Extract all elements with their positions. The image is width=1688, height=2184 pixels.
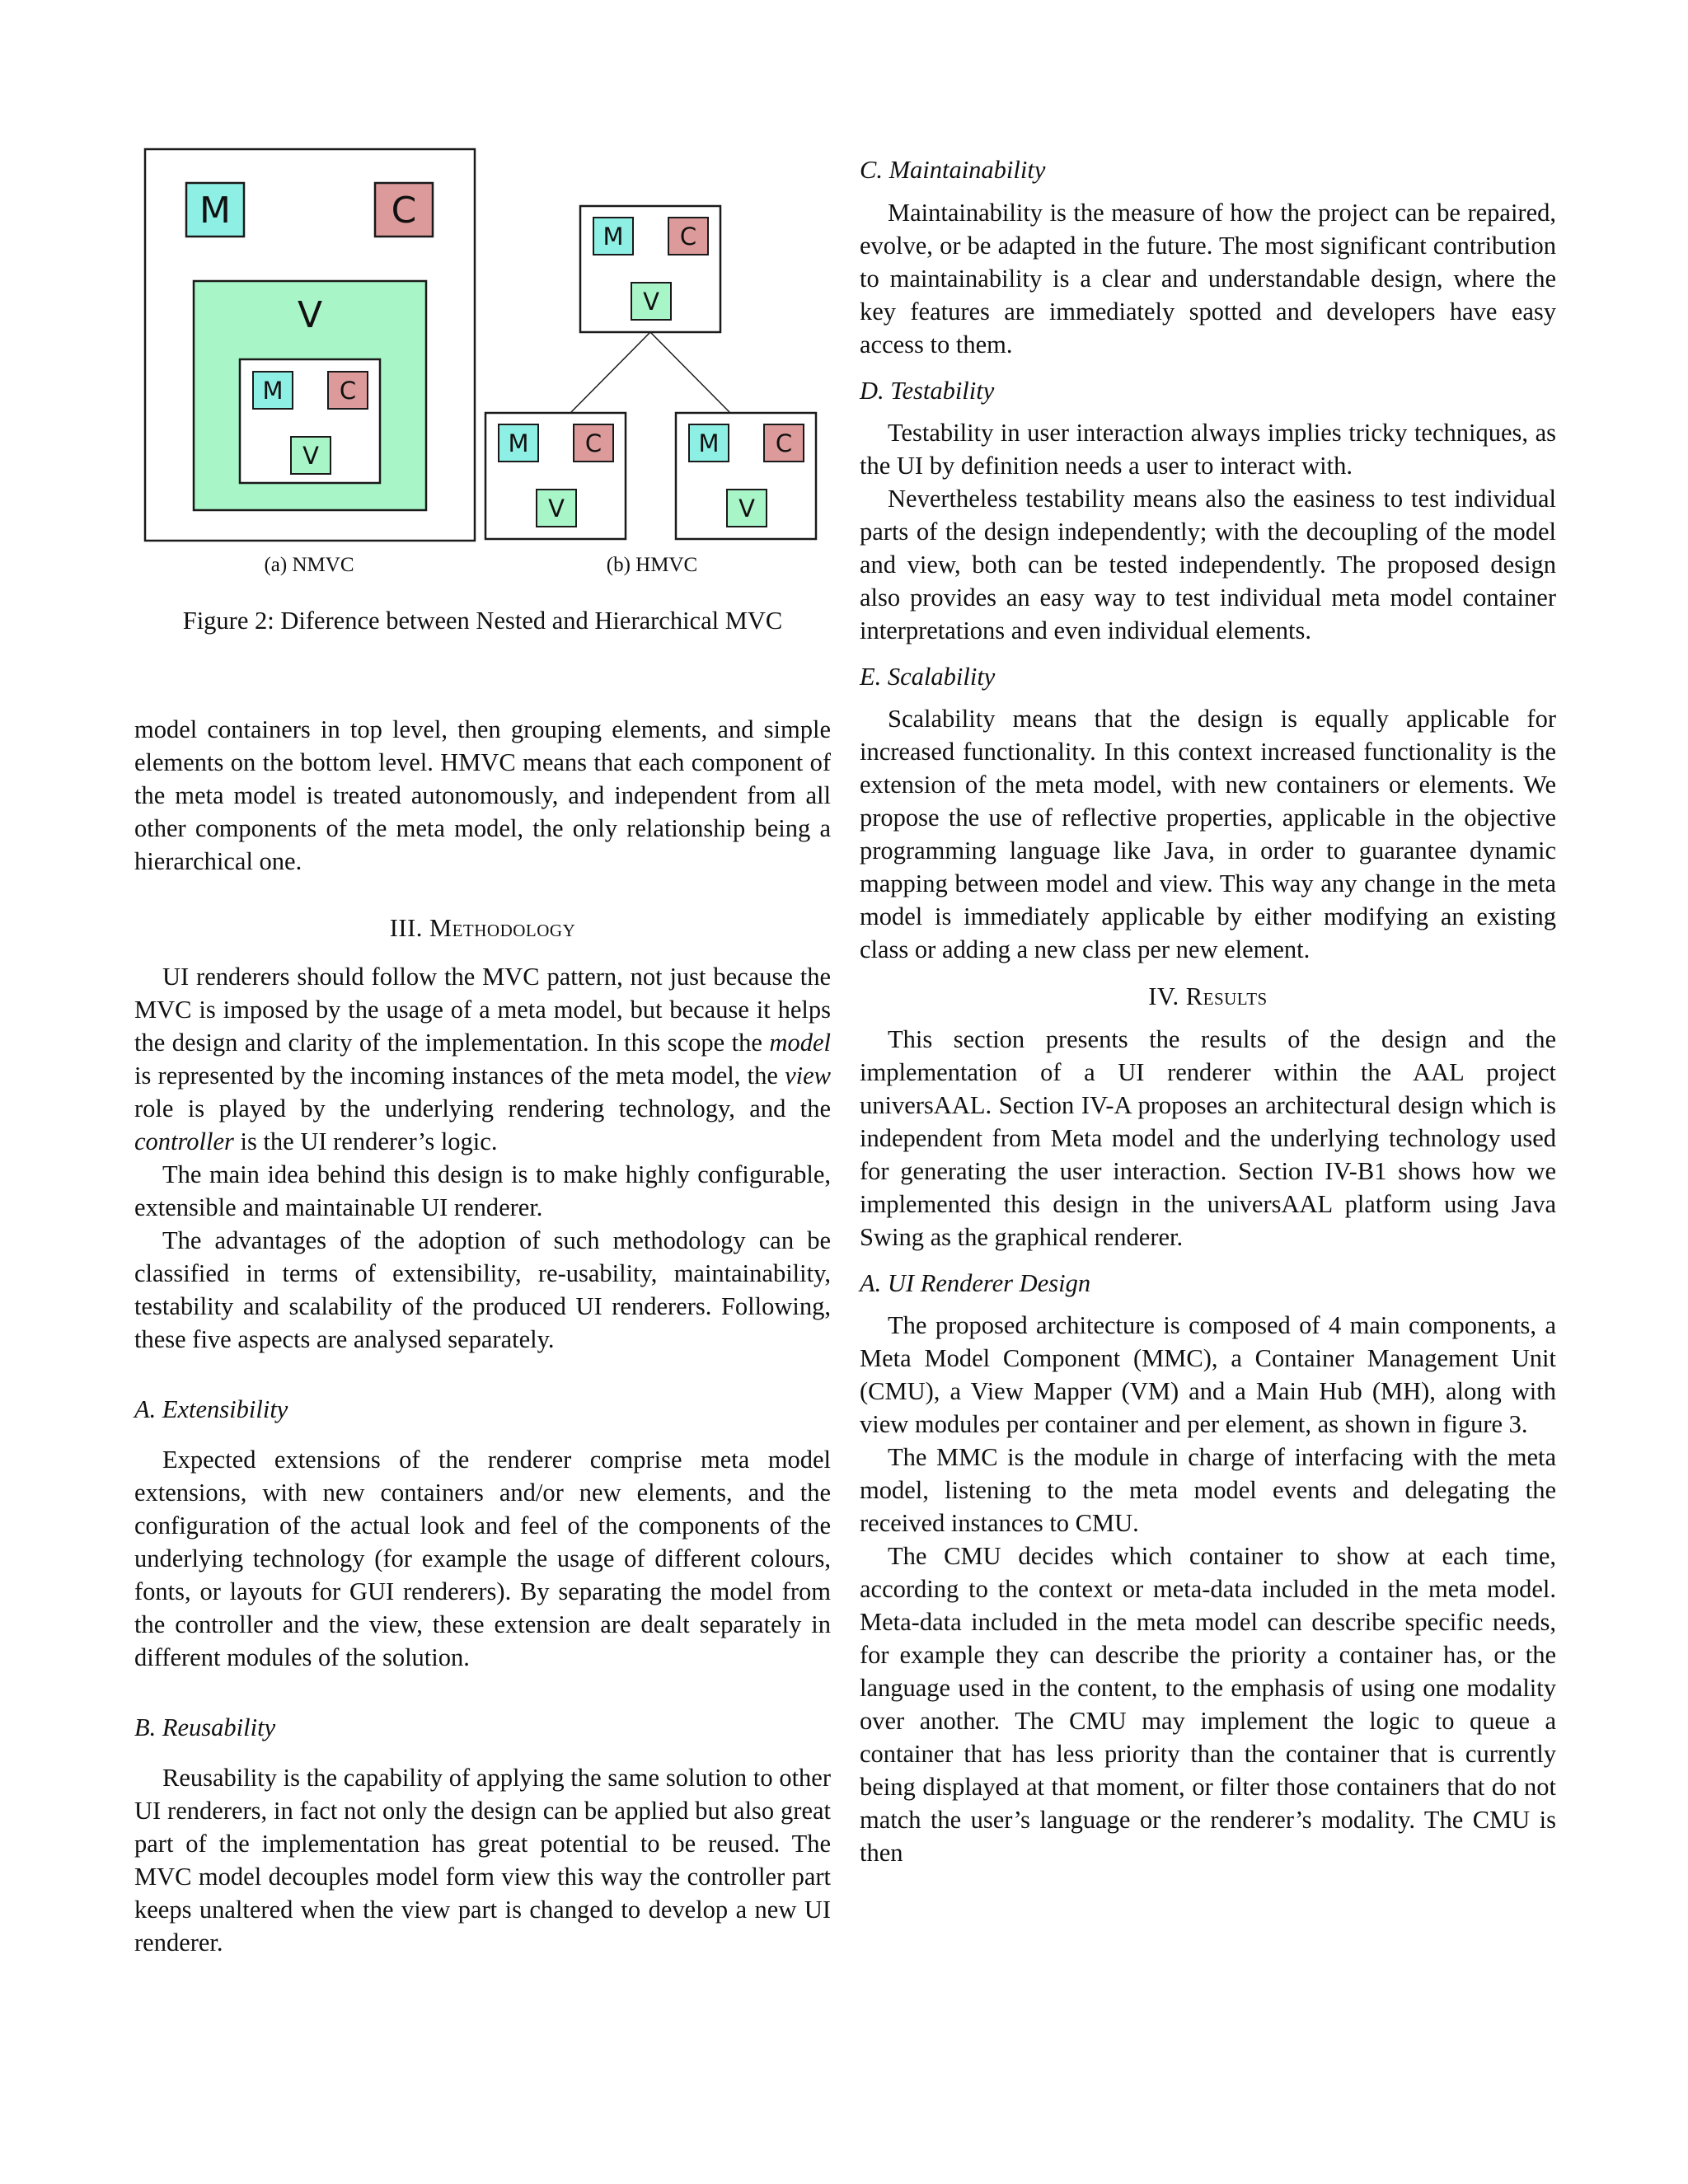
hmvc-left-controller-letter: C	[584, 429, 603, 457]
testability-paragraph-2: Nevertheless testability means also the easiness to test individual parts of the design independently; with the decoupling of the model and view, both can be tested independently. The proposed design also provides an easy way to test individual meta model container interpretations and even individual elements.	[860, 485, 1556, 644]
section-title: Methodology	[429, 914, 576, 942]
hmvc-right-view-letter: V	[738, 494, 755, 523]
right-column	[860, 153, 1556, 1869]
hmvc-link-left	[571, 332, 650, 412]
methodology-paragraph-3: The advantages of the adoption of such methodology can be classified in terms of extensibility, re-usability, maintainability, testability and scalability of the produced UI renderers. Following, these five aspects are analysed separately.	[134, 1226, 831, 1353]
subsection-heading-ui-renderer-design: A. UI Renderer Design	[860, 1269, 1091, 1297]
design-paragraph-2: The MMC is the module in charge of interfacing with the meta model, listening to the meta model events and delegating the received instances to CMU.	[860, 1443, 1556, 1537]
nmvc-model-letter: M	[199, 190, 231, 232]
scalability-paragraph: Scalability means that the design is equally applicable for increased functionality. In this context increased functionality is the extension of the meta model, with new containers or elements. We propose the use of reflective properties, applicable in the objective programming language like Java, in order to guarantee dynamic mapping between model and view. This way any change in the meta model is immediately applicable by either modifying an existing class or adding a new class per new element.	[860, 705, 1556, 963]
extensibility-paragraph: Expected extensions of the renderer comprise meta model extensions, with new containers and/or new elements, and the configuration of the actual look and feel of the components of the underlying technology (for example the usage of different colours, fonts, or layouts for GUI renderers). By separating the model from the controller and the view, these extension are dealt separately in different modules of the solution.	[134, 1446, 831, 1671]
hmvc-top-controller-letter: C	[679, 223, 697, 251]
figure-2	[134, 145, 831, 656]
testability-paragraph-1: Testability in user interaction always implies tricky techniques, as the UI by definition needs a user to interact with.	[860, 419, 1556, 480]
nmvc-controller-letter: C	[391, 190, 417, 232]
subsection-heading-reusability: B. Reusability	[134, 1713, 276, 1741]
nmvc-view-letter: V	[297, 294, 323, 336]
section-number: III.	[389, 914, 423, 942]
subsection-heading-scalability: E. Scalability	[860, 663, 996, 691]
subcaption-nmvc: (a) NMVC	[264, 554, 354, 576]
design-paragraph-3: The CMU decides which container to show at each time, according to the context or meta-data included in the meta model. Meta-data included in the meta model can describe specific needs, for example they can describe the priority a container has, or the language used in the content, to the emphasis of using one modality over another. The CMU may implement the logic to queue a container that has less priority than the container that is currently being displayed at that moment, or filter those containers that do not match the user’s language or the renderer’s modality. The CMU is then	[860, 1542, 1556, 1867]
figure-caption: Figure 2: Diference between Nested and Hierarchical MVC	[182, 607, 783, 635]
hmvc-right-model-letter: M	[698, 429, 720, 457]
hmvc-top-model-letter: M	[603, 223, 624, 251]
hmvc-top-view-letter: V	[643, 288, 659, 316]
methodology-paragraph-2: The main idea behind this design is to make highly configurable, extensible and maintainable UI renderer.	[134, 1160, 831, 1221]
design-paragraph-1: The proposed architecture is composed of 4 main components, a Meta Model Component (MMC), a Container Management Unit (CMU), a View Mapper (VM) and a Main Hub (MH), along with view modules per container and per element, as shown in figure 3.	[860, 1311, 1556, 1438]
maintainability-paragraph: Maintainability is the measure of how the project can be repaired, evolve, or be adapted in the future. The most significant contribution to maintainability is a clear and understandable design, where the key features are immediately spotted and developers have easy access to them.	[860, 199, 1556, 359]
methodology-paragraph-1: UI renderers should follow the MVC pattern, not just because the MVC is imposed by the usage of a meta model, but because it helps the design and clarity of the implementation. In this scope the model is represented by the incoming instances of the meta model, the view role is played by the underlying rendering technology, and the controller is the UI renderer’s logic.	[134, 963, 831, 1155]
results-paragraph: This section presents the results of the design and the implementation of a UI renderer within the AAL project universAAL. Section IV-A proposes an architectural design which is independent from Meta model and the underlying technology used for generating the user interaction. Section IV-B1 shows how we implemented this design in the universAAL platform using Java Swing as the graphical renderer.	[860, 1025, 1556, 1251]
section-heading-results	[860, 980, 1556, 1013]
subsection-heading-extensibility: A. Extensibility	[134, 1395, 288, 1423]
nmvc-inner-model-letter: M	[262, 377, 284, 405]
nmvc-inner-controller-letter: C	[339, 377, 357, 405]
paragraph-continued: model containers in top level, then grouping elements, and simple elements on the bottom level. HMVC means that each component of the meta model is treated autonomously, and independent from all other components of the meta model, the only relationship being a hierarchical one.	[134, 715, 831, 875]
reusability-paragraph: Reusability is the capability of applying the same solution to other UI renderers, in fact not only the design can be applied but also great part of the implementation has great potential to be reused. The MVC model decouples model form view this way the controller part keeps unaltered when the view part is changed to develop a new UI renderer.	[134, 1764, 831, 1957]
section-title: Results	[1185, 982, 1268, 1010]
hmvc-right-controller-letter: C	[775, 429, 793, 457]
hmvc-left-view-letter: V	[548, 494, 565, 523]
subcaption-hmvc: (b) HMVC	[606, 554, 698, 576]
mvc-diagram	[134, 145, 831, 557]
section-number: IV.	[1148, 982, 1179, 1010]
section-heading-methodology	[134, 912, 831, 944]
hmvc-link-right	[650, 332, 729, 412]
nmvc-inner-view-letter: V	[302, 442, 319, 470]
subsection-heading-testability: D. Testability	[860, 377, 995, 405]
subsection-heading-maintainability: C. Maintainability	[860, 156, 1046, 184]
left-column	[134, 713, 831, 1959]
hmvc-left-model-letter: M	[508, 429, 529, 457]
